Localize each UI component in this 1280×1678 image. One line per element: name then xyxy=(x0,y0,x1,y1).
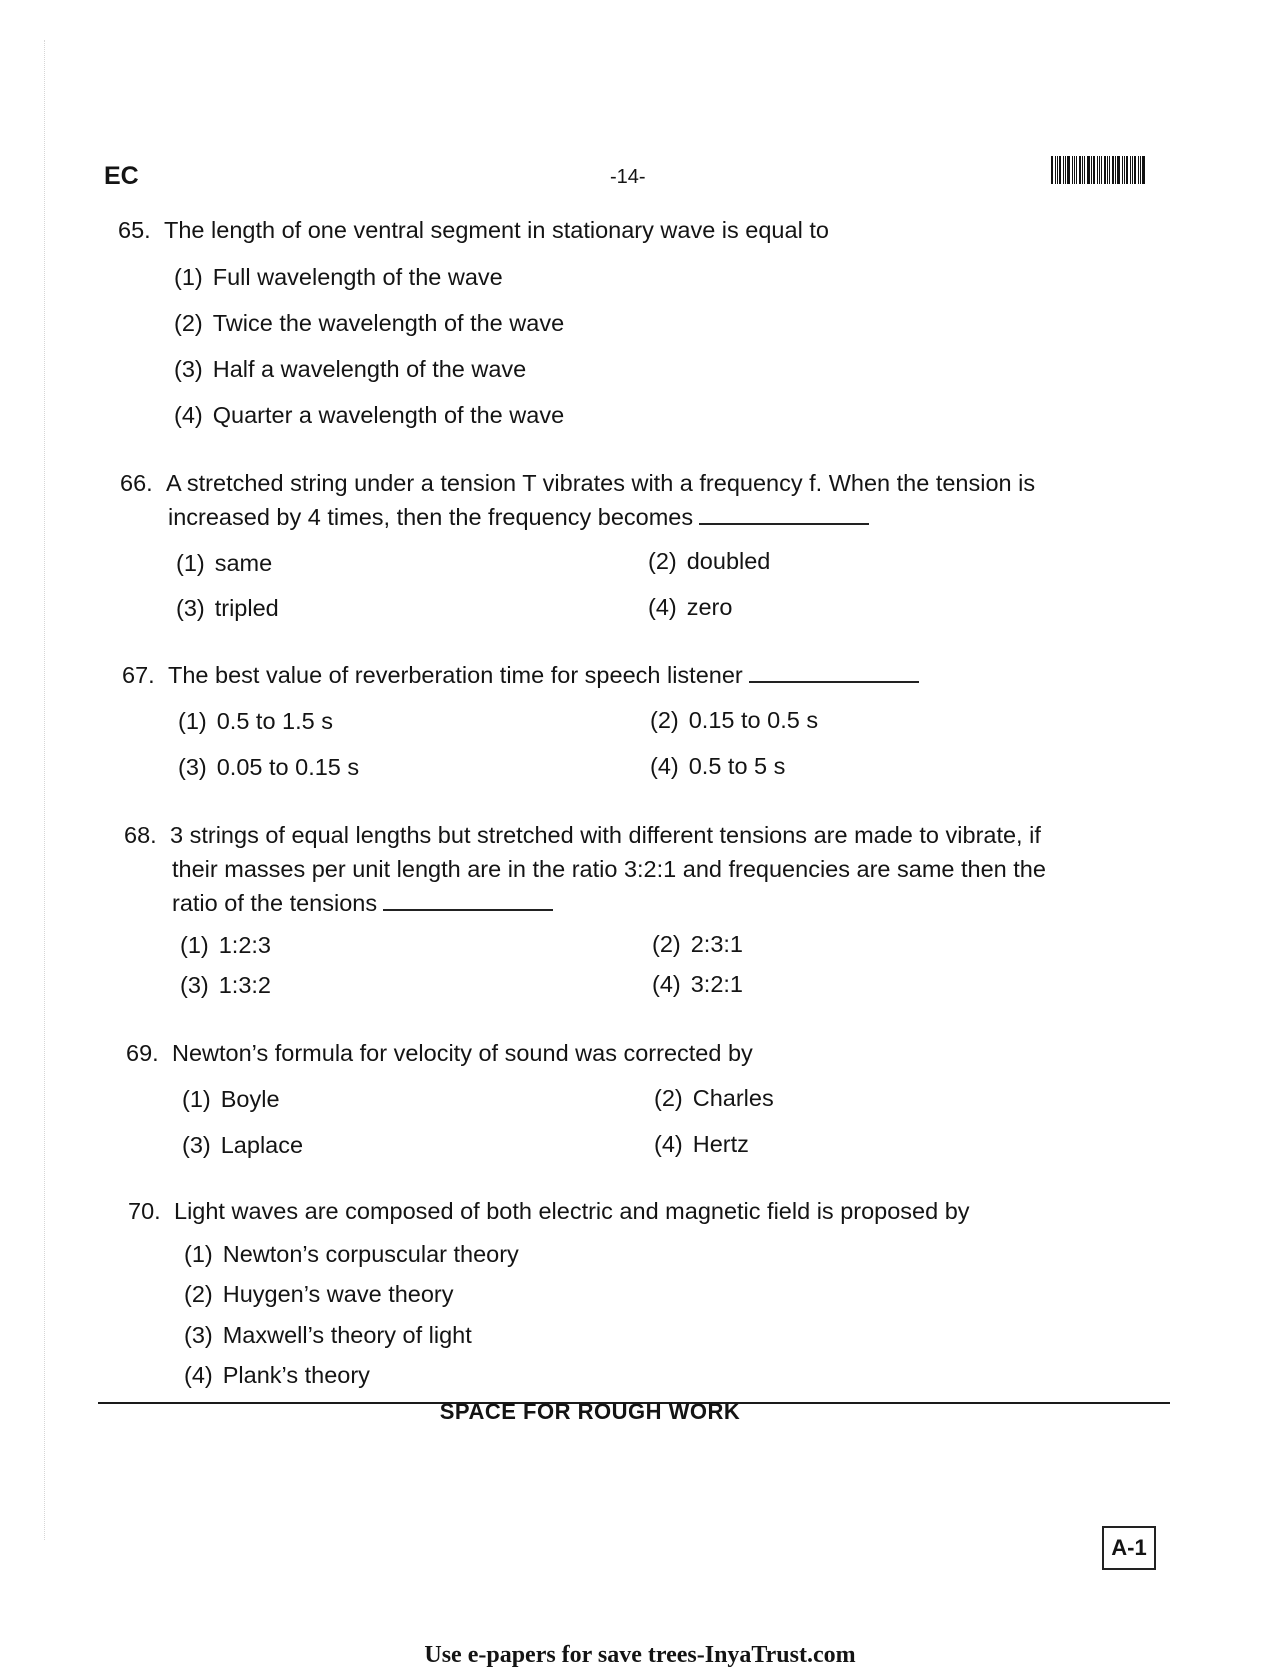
question-text: A stretched string under a tension T vibrates with a frequency f. When the tension is xyxy=(166,470,1036,496)
barcode-bar xyxy=(1084,156,1085,184)
option: (1) 0.5 to 1.5 s xyxy=(178,708,334,734)
set-code-box: A-1 xyxy=(1102,1526,1156,1570)
answer-blank xyxy=(383,891,553,911)
barcode-bar xyxy=(1072,156,1073,184)
barcode-bar xyxy=(1097,156,1098,184)
option: (3) Laplace xyxy=(182,1132,304,1158)
barcode-bar xyxy=(1099,156,1100,184)
barcode-bar xyxy=(1132,156,1133,184)
question-number: 65. xyxy=(118,217,151,243)
option: (3) Half a wavelength of the wave xyxy=(174,356,527,382)
option: (4) 3:2:1 xyxy=(652,971,744,997)
option: (4) Quarter a wavelength of the wave xyxy=(174,402,565,428)
page-number: -14- xyxy=(610,166,646,188)
barcode-bar xyxy=(1107,156,1108,184)
question-65 xyxy=(118,213,829,247)
question-text: Newton’s formula for velocity of sound was corrected by xyxy=(172,1040,753,1066)
barcode-bar xyxy=(1057,156,1058,184)
barcode-bar xyxy=(1087,156,1090,184)
option: (2) 0.15 to 0.5 s xyxy=(650,707,819,733)
barcode-bar xyxy=(1101,156,1102,184)
option: (4) 0.5 to 5 s xyxy=(650,753,786,779)
question-text: 3 strings of equal lengths but stretched with different tensions are made to vibrate, if xyxy=(170,822,1041,848)
question-number: 67. xyxy=(122,662,155,688)
option: (3) tripled xyxy=(176,595,279,621)
barcode-bar xyxy=(1067,156,1070,184)
rough-work-label: SPACE FOR ROUGH WORK xyxy=(439,1399,741,1424)
question-number: 69. xyxy=(126,1040,159,1066)
question-number: 66. xyxy=(120,470,153,496)
barcode-bar xyxy=(1063,156,1064,184)
option: (3) Maxwell’s theory of light xyxy=(184,1322,472,1348)
scan-edge-specks xyxy=(44,40,47,1540)
question-number: 68. xyxy=(124,822,157,848)
barcode-bar xyxy=(1130,156,1131,184)
option: (1) same xyxy=(176,550,273,576)
option: (2) Twice the wavelength of the wave xyxy=(174,310,565,336)
question-text-line: increased by 4 times, then the frequency becomes xyxy=(168,500,869,534)
question-68 xyxy=(124,818,1041,852)
barcode-bar xyxy=(1115,156,1116,184)
option: (2) 2:3:1 xyxy=(652,931,744,957)
barcode-bar xyxy=(1059,156,1061,184)
answer-blank xyxy=(749,663,919,683)
barcode-bar xyxy=(1140,156,1141,184)
barcode-bar xyxy=(1055,156,1056,184)
question-text: Light waves are composed of both electric and magnetic field is proposed by xyxy=(174,1198,970,1224)
barcode-bar xyxy=(1117,156,1120,184)
barcode-bar xyxy=(1112,156,1114,184)
option: (1) Newton’s corpuscular theory xyxy=(184,1241,519,1267)
barcode-bar xyxy=(1104,156,1106,184)
option: (2) doubled xyxy=(648,548,771,574)
question-text: The length of one ventral segment in stationary wave is equal to xyxy=(164,217,829,243)
option: (3) 0.05 to 0.15 s xyxy=(178,754,360,780)
option: (1) Boyle xyxy=(182,1086,280,1112)
barcode-bar xyxy=(1134,156,1136,184)
question-67 xyxy=(122,658,919,692)
barcode-bar xyxy=(1124,156,1125,184)
question-69 xyxy=(126,1036,753,1070)
footer-watermark: Use e-papers for save trees-InyaTrust.com xyxy=(424,1642,856,1668)
barcode-icon xyxy=(1051,156,1147,184)
option: (3) 1:3:2 xyxy=(180,972,272,998)
question-70 xyxy=(128,1194,970,1228)
barcode-bar xyxy=(1074,156,1075,184)
question-text-line: their masses per unit length are in the ratio 3:2:1 and frequencies are same then the xyxy=(172,856,1046,882)
barcode-bar xyxy=(1065,156,1066,184)
barcode-bar xyxy=(1122,156,1123,184)
barcode-bar xyxy=(1126,156,1128,184)
barcode-bar xyxy=(1091,156,1092,184)
option: (1) 1:2:3 xyxy=(180,932,272,958)
option: (4) Plank’s theory xyxy=(184,1362,370,1388)
option: (4) zero xyxy=(648,594,733,620)
question-text-line: ratio of the tensions xyxy=(172,886,553,920)
exam-code: EC xyxy=(104,162,139,190)
barcode-bar xyxy=(1082,156,1083,184)
barcode-bar xyxy=(1138,156,1139,184)
question-66 xyxy=(120,466,1035,500)
question-number: 70. xyxy=(128,1198,161,1224)
option: (1) Full wavelength of the wave xyxy=(174,264,503,290)
answer-blank xyxy=(699,505,869,525)
option: (2) Huygen’s wave theory xyxy=(184,1281,454,1307)
barcode-bar xyxy=(1093,156,1095,184)
barcode-bar xyxy=(1076,156,1077,184)
question-text: The best value of reverberation time for speech listener xyxy=(168,662,743,688)
option: (4) Hertz xyxy=(654,1131,749,1157)
barcode-bar xyxy=(1142,156,1145,184)
barcode-bar xyxy=(1051,156,1053,184)
barcode-bar xyxy=(1079,156,1081,184)
barcode-bar xyxy=(1109,156,1110,184)
option: (2) Charles xyxy=(654,1085,774,1111)
